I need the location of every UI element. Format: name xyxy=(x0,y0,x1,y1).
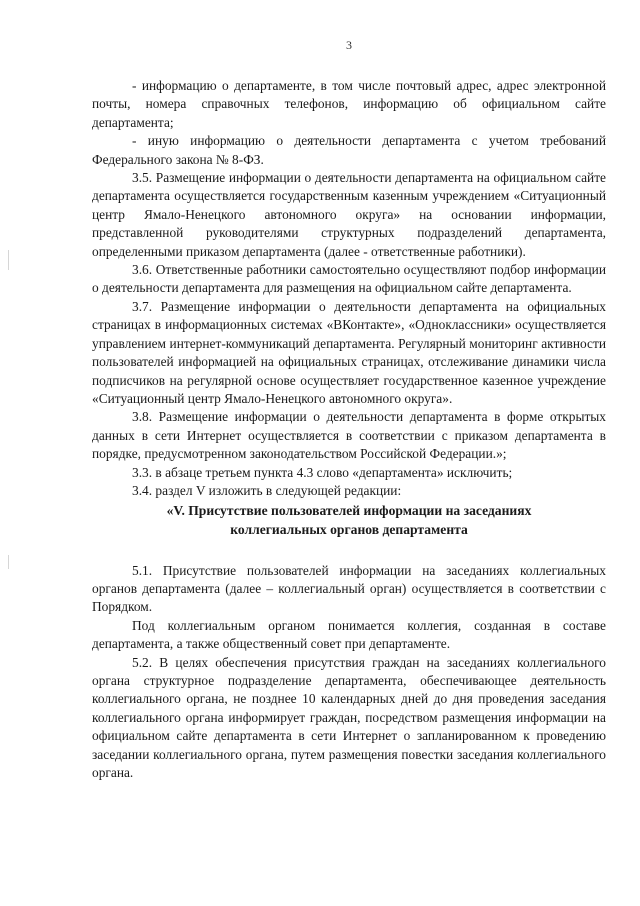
document-body xyxy=(92,77,606,782)
paragraph-3-8: 3.8. Размещение информации о деятельности департамента в форме открытых данных в сети Интернет осуществляется в соответствии с приказом департамента в порядке, предусмотренном законодательством Российской Федерации.»; xyxy=(92,409,606,462)
paragraph-amend-3-4: 3.4. раздел V изложить в следующей редакции: xyxy=(132,482,402,498)
paragraph-5-2: 5.2. В целях обеспечения присутствия граждан на заседаниях коллегиального органа структурное подразделение департамента, обеспечивающее деятельность коллегиального органа, не позднее 10 календарных дней до дня проведения заседания коллегиального органа информирует граждан, посредством размещения информации на официальном сайте департамента в сети Интернет о запланированном к проведению заседании коллегиального органа, путем размещения повестки заседания коллегиального органа. xyxy=(92,654,606,780)
paragraph-collegial-definition: Под коллегиальным органом понимается коллегия, созданная в составе департамента, а также общественный совет при департаменте. xyxy=(92,617,606,652)
page-number: 3 xyxy=(346,38,352,52)
paragraph-3-7: 3.7. Размещение информации о деятельности департамента на официальных страницах в информационных системах «ВКонтакте», «Одноклассники» осуществляется управлением интернет-коммуникаций департамента. Регулярный мониторинг активности пользователей информацией на официальных страницах, отслеживание динамики числа подписчиков на регулярной основе осуществляет государственное казенное учреждение «Ситуационный центр Ямало-Ненецкого автономного округа». xyxy=(92,298,606,406)
paragraph-other-info: - иную информацию о деятельности департамента с учетом требований Федерального закона № 8-ФЗ. xyxy=(92,133,606,167)
paragraph-5-1: 5.1. Присутствие пользователей информации на заседаниях коллегиальных органов департамента (далее – коллегиальный орган) осуществляется в соответствии с Порядком. xyxy=(92,562,606,615)
paragraph-info-department: - информацию о департаменте, в том числе почтовый адрес, адрес электронной почты, номера справочных телефонов, информацию об официальном сайте департамента; xyxy=(92,78,606,130)
spacer xyxy=(92,540,606,562)
section-heading-line-2: коллегиальных органов департамента xyxy=(230,521,468,537)
paragraph-amend-3-3: 3.3. в абзаце третьем пункта 4.3 слово «департамента» исключить; xyxy=(132,464,513,480)
scan-artifact xyxy=(8,555,9,569)
scan-artifact xyxy=(8,250,9,270)
paragraph-3-6: 3.6. Ответственные работники самостоятельно осуществляют подбор информации о деятельности департамента для размещения на официальном сайте департамента. xyxy=(92,262,606,296)
paragraph-3-5: 3.5. Размещение информации о деятельности департамента на официальном сайте департамента осуществляется государственным казенным учреждением «Ситуационный центр Ямало-Ненецкого автономного округа» на основании информации, представленной руководителями структурных подразделений департамента, определенными приказом департамента (далее - ответственные работники). xyxy=(92,170,606,259)
section-heading-line-1: «V. Присутствие пользователей информации на заседаниях xyxy=(166,503,532,519)
section-heading xyxy=(92,502,606,539)
